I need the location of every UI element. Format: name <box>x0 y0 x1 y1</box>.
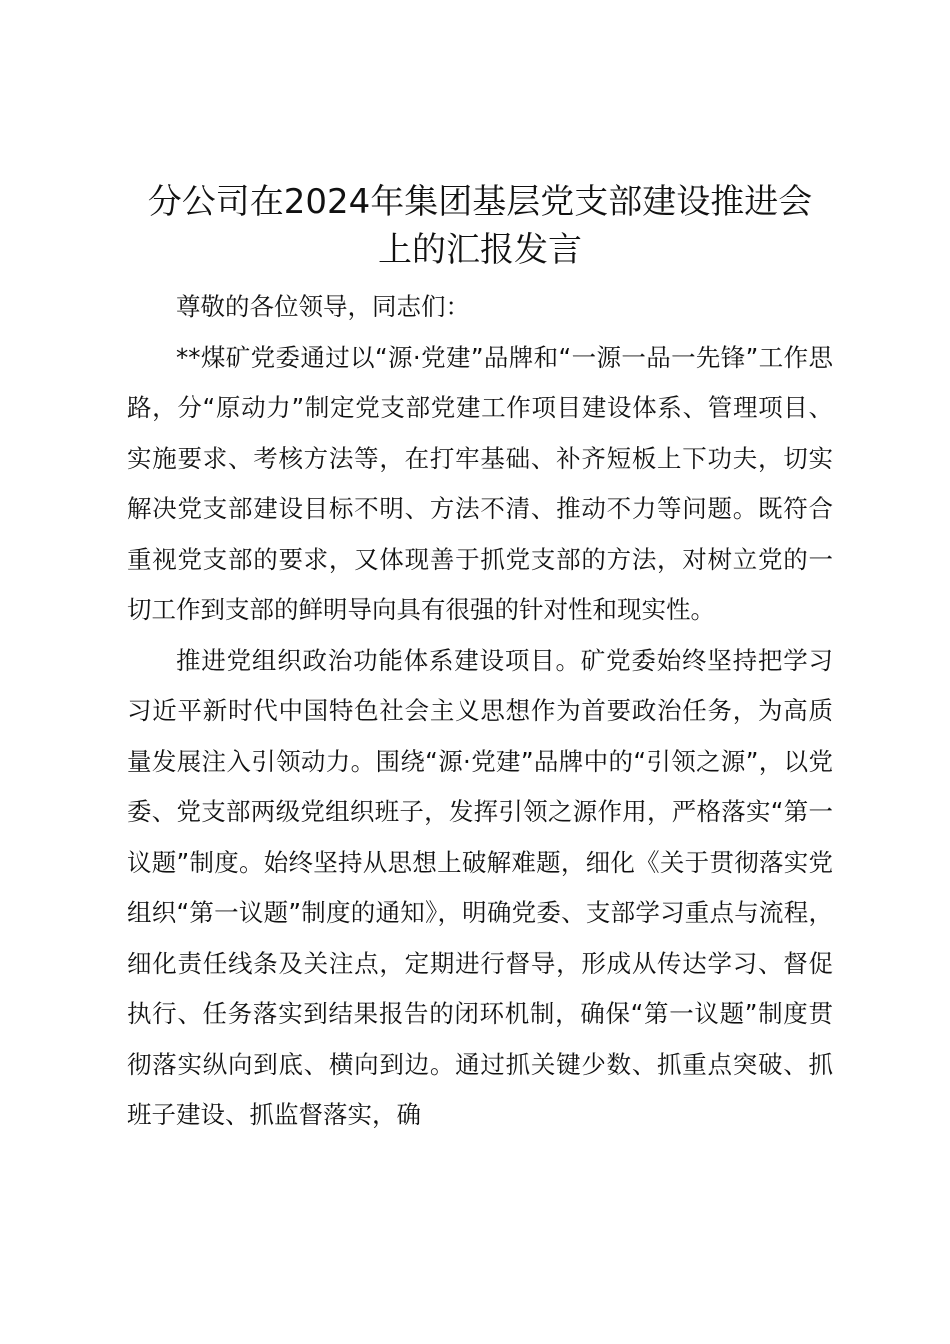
paragraph-1: **煤矿党委通过以“源·党建”品牌和“一源一品一先锋”工作思路，分“原动力”制定党支部党建工作项目建设体系、管理项目、实施要求、考核方法等，在打牢基础、补齐短板上下功夫，切实解决党支部建设目标不明、方法不清、推动不力等问题。既符合重视党支部的要求，又体现善于抓党支部的方法，对树立党的一切工作到支部的鲜明导向具有很强的针对性和现实性。 <box>127 342 833 624</box>
title-line-2: 上的汇报发言 <box>378 230 582 270</box>
paragraph-2: 推进党组织政治功能体系建设项目。矿党委始终坚持把学习习近平新时代中国特色社会主义思想作为首要政治任务，为高质量发展注入引领动力。围绕“源·党建”品牌中的“引领之源”，以党委、党支部两级党组织班子，发挥引领之源作用，严格落实“第一议题”制度。始终坚持从思想上破解难题，细化《关于贯彻落实党组织“第一议题”制度的通知》，明确党委、支部学习重点与流程，细化责任线条及关注点，定期进行督导，形成从传达学习、督促执行、任务落实到结果报告的闭环机制，确保“第一议题”制度贯彻落实纵向到底、横向到边。通过抓关键少数、抓重点突破、抓班子建设、抓监督落实，确 <box>127 645 833 1129</box>
document-title <box>110 178 850 274</box>
title-line-1: 分公司在2024年集团基层党支部建设推进会 <box>147 182 813 222</box>
greeting: 尊敬的各位领导，同志们： <box>176 292 470 321</box>
document-body <box>127 282 833 1141</box>
